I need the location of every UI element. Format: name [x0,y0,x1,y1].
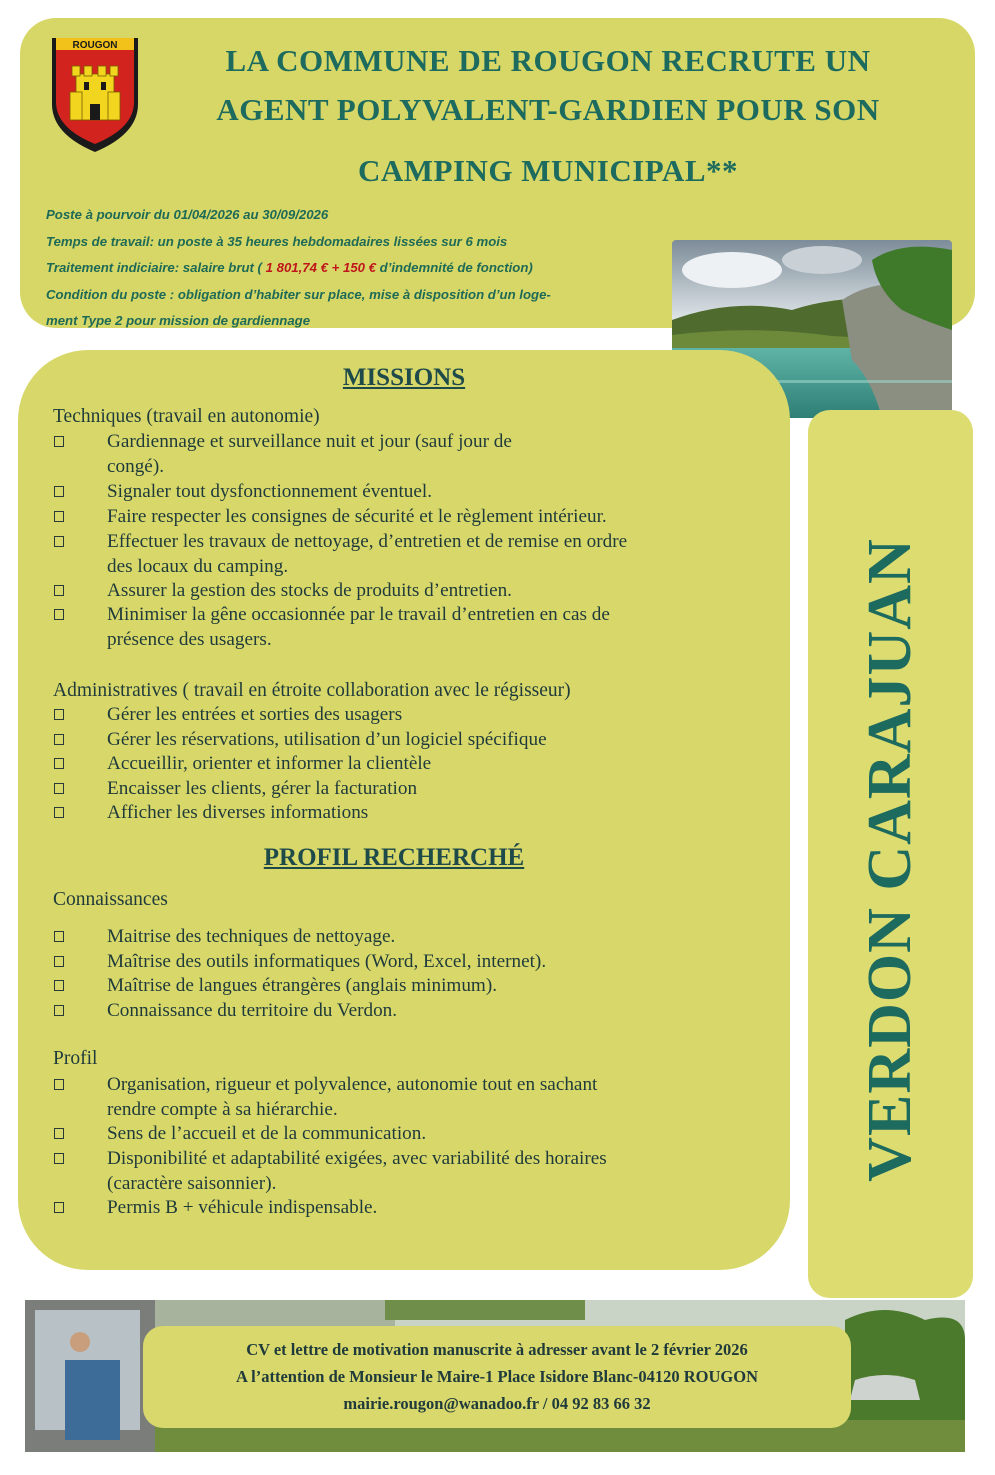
crest-label: ROUGON [72,40,118,51]
checkbox-icon [54,783,64,794]
checkbox-icon [54,931,64,942]
info-period: Poste à pourvoir du 01/04/2026 au 30/09/2026 [46,207,329,222]
checkbox-icon [54,486,64,497]
title-line-3: CAMPING MUNICIPAL** [357,153,739,188]
banner-title: VERDON CARAJUAN [856,538,924,1182]
profil-title: PROFIL RECHERCHÉ [263,844,525,871]
checkbox-icon [54,1005,64,1016]
info-hours: Temps de travail: un poste à 35 heures hebdomadaires lissées sur 6 mois [46,233,508,249]
checkbox-icon [54,807,64,818]
page-title [148,36,948,195]
title-line-1: LA COMMUNE DE ROUGON RECRUTE UN [225,43,871,78]
checkbox-icon [54,734,64,745]
checkbox-icon [54,1153,64,1164]
connaissances-title: Connaissances [53,889,168,910]
info-condition: Condition du poste : obligation d’habiter sur place, mise à disposition d’un loge- [46,286,551,302]
footer-address: A l’attention de Monsieur le Maire-1 Place Isidore Blanc-04120 ROUGON [236,1367,758,1386]
footer-contact: mairie.rougon@wanadoo.fr / 04 92 83 66 32 [343,1394,651,1413]
missions-title: MISSIONS [342,364,466,391]
checkbox-icon [54,609,64,620]
checkbox-icon [54,585,64,596]
checkbox-icon [54,956,64,967]
admin-title: Administratives ( travail en étroite collaboration avec le régisseur) [53,680,571,701]
checkbox-icon [54,980,64,991]
salary-amount: 1 801,74 € + 150 € [265,260,376,275]
checkbox-icon [54,436,64,447]
rougon-coat-of-arms [48,34,142,154]
techniques-title: Techniques (travail en autonomie) [53,406,320,427]
info-condition-cont: ment Type 2 pour mission de gardiennage [46,313,311,328]
footer-deadline: CV et lettre de motivation manuscrite à adresser avant le 2 février 2026 [246,1340,748,1359]
job-info [46,202,666,335]
checkbox-icon [54,758,64,769]
profil-subtitle: Profil [53,1048,98,1069]
checkbox-icon [54,1079,64,1090]
info-salary: Traitement indiciaire: salaire brut ( 1 801,74 € + 150 € d’indemnité de fonction) [46,260,533,275]
checkbox-icon [54,709,64,720]
checkbox-icon [54,1128,64,1139]
title-line-2: AGENT POLYVALENT-GARDIEN POUR SON [216,92,880,127]
checkbox-icon [54,536,64,547]
checkbox-icon [54,511,64,522]
checkbox-icon [54,1202,64,1213]
